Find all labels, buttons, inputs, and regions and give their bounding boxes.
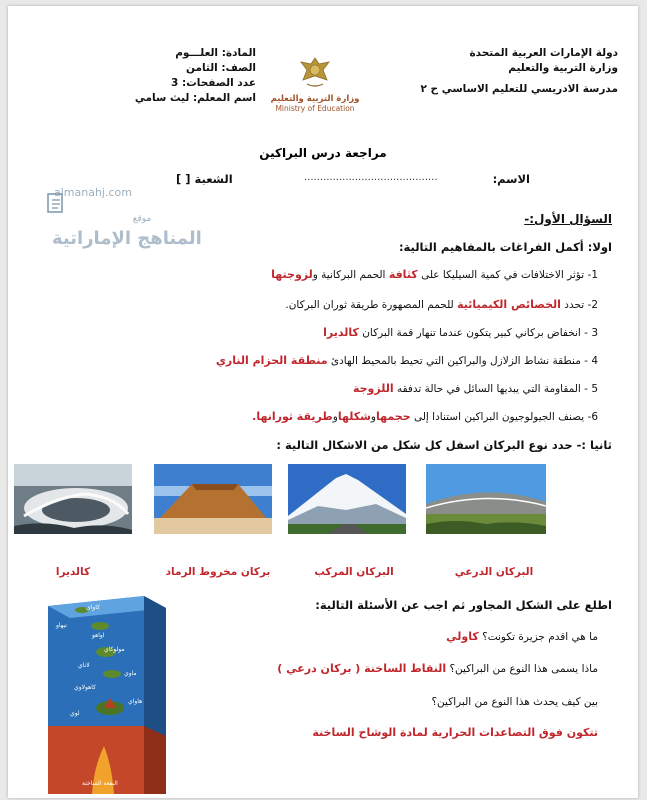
diagram-label: البقعة الساخنة (82, 780, 118, 787)
logo-arabic-text: وزارة التربية والتعليم (270, 94, 360, 104)
diagram-label: نيهاو (56, 622, 67, 629)
fill-item-answer: اللزوجة (352, 382, 394, 395)
fill-item-answer: كالديرا (323, 326, 359, 339)
question-text: ما هي اقدم جزيرة تكونت؟ (482, 631, 598, 643)
header-school: مدرسة الادريسي للتعليم الاساسي ح ٢ (420, 83, 618, 95)
header-country: دولة الإمارات العربية المتحدة (469, 47, 618, 59)
worksheet-page (8, 6, 638, 798)
fill-item-answer-3: طريقة ثورانها. (252, 410, 333, 423)
fill-item-text-mid: للحمم المصهورة طريقة ثوران البركان. (285, 299, 454, 311)
section-label: الشعبة [ ] (176, 172, 233, 186)
ministry-logo (270, 54, 360, 113)
question-one-title: السؤال الأول:- (524, 212, 612, 226)
fill-item-number: 5 (591, 383, 598, 395)
diagram-label: لاناي (78, 662, 90, 669)
answer-text: النقاط الساخنة ( بركان درعي ) (277, 662, 447, 675)
part-one-title: اولا: أكمل الفراغات بالمفاهيم التالية: (398, 240, 612, 254)
label-cinder-cone: بركان مخروط الرماد (165, 566, 271, 578)
fill-item-answer-2: شكلها (337, 410, 371, 423)
header-grade: الصف: الثامن (186, 62, 256, 74)
diagram-label: ماوي (124, 670, 137, 677)
diagram-label: كاواي (86, 604, 100, 611)
label-shield: البركان الدرعي (454, 566, 534, 578)
fill-item-answer: منطقة الحزام الناري (215, 354, 328, 367)
caldera-photo (14, 464, 132, 534)
watermark-small-text: موقع (132, 214, 152, 224)
diagram-label: هاواي (128, 698, 143, 705)
name-blank: .......................................... (304, 172, 438, 183)
fill-item-text: يصنف الجيولوجيون البراكين استنادا إلى (413, 411, 585, 423)
diagram-label: كاهولاوي (74, 684, 96, 691)
header-teacher: اسم المعلم: ليث سامي (134, 92, 256, 104)
header-left (136, 46, 256, 106)
part-three-title: اطلع على الشكل المجاور ثم اجب عن الأسئلة التالية: (315, 598, 612, 612)
emblem-icon (295, 54, 335, 90)
header-pages: عدد الصفحات: 3 (171, 77, 256, 89)
composite-volcano-photo (288, 464, 406, 534)
name-label: الاسم: (492, 172, 530, 186)
hotspot-diagram (48, 596, 166, 794)
fill-item-answer: الخصائص الكيميائية (457, 298, 561, 311)
watermark-big-text: المناهج الإماراتية (52, 228, 202, 249)
label-caldera: كالديرا (55, 566, 91, 578)
fill-item-2 (285, 298, 598, 311)
diagram-label: لوي (70, 710, 80, 717)
part-three-q1 (446, 630, 598, 643)
fill-item-5 (353, 382, 598, 395)
fill-item-number: 6- (587, 411, 598, 423)
diagram-label: اواهو (92, 632, 105, 639)
fill-item-number: 4 - (584, 355, 598, 367)
fill-item-text-mid: و (370, 411, 376, 423)
fill-item-number: 1- (587, 269, 598, 281)
label-composite: البركان المركب (314, 566, 394, 578)
fill-item-text: تؤثر الاختلافات في كمية السيليكا على (421, 269, 585, 281)
part-three-q3: بين كيف يحدث هذا النوع من البراكين؟ (431, 696, 598, 708)
fill-item-number: 2- (587, 299, 598, 311)
header-right (420, 46, 618, 97)
fill-item-3 (323, 326, 598, 339)
question-text: ماذا يسمى هذا النوع من البراكين؟ (449, 663, 598, 675)
fill-item-text: - المقاومة التي يبديها السائل في حالة تدفقه (396, 383, 588, 395)
fill-item-text: تحدد (564, 299, 585, 311)
cinder-cone-photo (154, 464, 272, 534)
fill-item-6 (252, 410, 598, 423)
shield-volcano-photo (426, 464, 546, 534)
worksheet-title: مراجعة درس البراكين (259, 146, 387, 160)
fill-item-text: منطقة نشاط الزلازل والبراكين التي تحيط بالمحيط الهادئ (330, 355, 581, 367)
diagram-label: مولوكاي (104, 646, 125, 653)
fill-item-answer-2: لزوجتها (271, 268, 313, 281)
watermark-logo-icon (46, 192, 66, 220)
answer-text: كاولي (446, 630, 479, 643)
watermark-url: almanahj.com (54, 186, 132, 199)
fill-item-answer: حجمها (376, 410, 411, 423)
part-two-title: ثانيا :- حدد نوع البركان اسفل كل شكل من الاشكال التالية : (276, 438, 612, 452)
fill-item-text: انخفاض بركاني كبير يتكون عندما تنهار قمة البركان (362, 327, 581, 339)
header-subject: المادة: العلـــوم (175, 47, 256, 59)
fill-item-answer: كثافة (388, 268, 418, 281)
fill-item-text-mid: الحمم البركانية و (312, 269, 386, 281)
part-three-a3: تتكون فوق التصاعدات الحرارية لمادة الوشاح الساخنة (312, 726, 598, 739)
fill-item-4 (216, 354, 598, 367)
fill-item-number: 3 - (584, 327, 598, 339)
part-three-q2 (277, 662, 598, 675)
header-ministry: وزارة التربية والتعليم (508, 62, 618, 74)
logo-english-text: Ministry of Education (275, 104, 355, 113)
fill-item-text-mid-2: و (332, 411, 338, 423)
fill-item-1 (271, 268, 598, 281)
